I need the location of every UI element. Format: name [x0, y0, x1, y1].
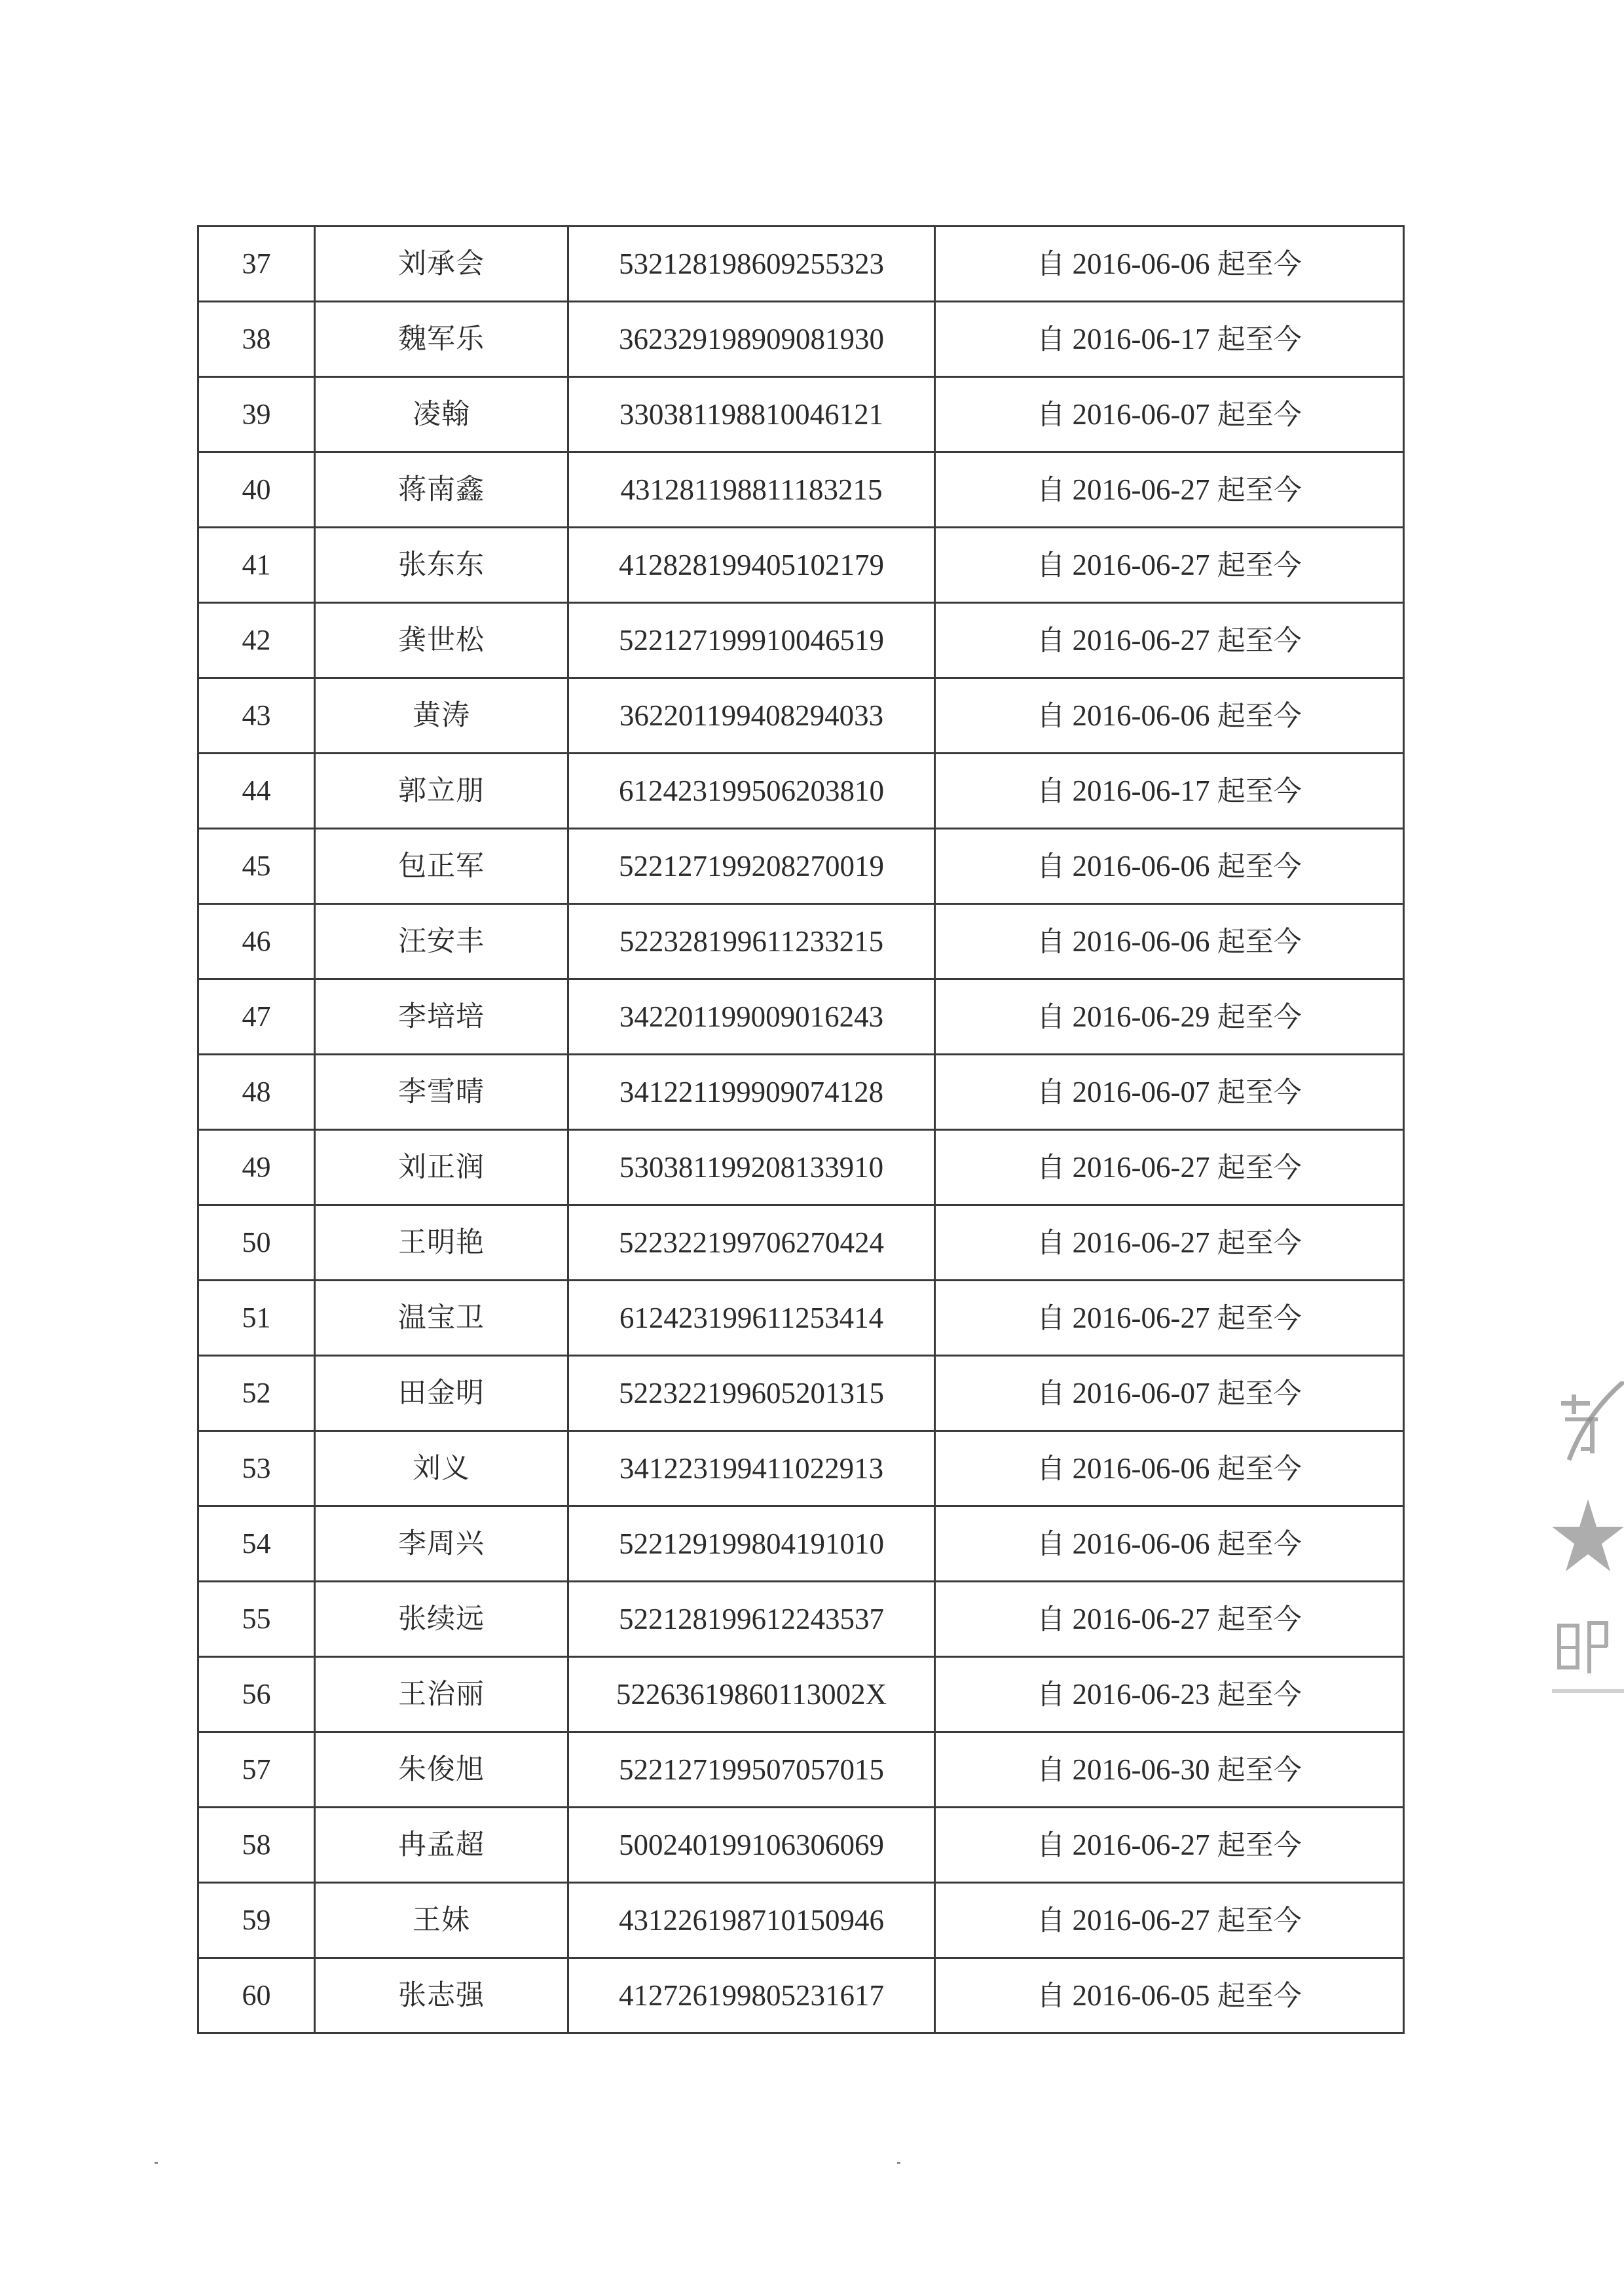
- period-prefix: 自: [1037, 1678, 1065, 1711]
- period-prefix: 自: [1037, 1753, 1065, 1787]
- id-number-cell: 412726199805231617: [568, 1958, 935, 2033]
- period-suffix: 起至今: [1217, 1603, 1302, 1636]
- period-cell: [935, 227, 1404, 302]
- period-cell: [935, 1582, 1404, 1657]
- row-number-cell: 53: [198, 1431, 315, 1506]
- period-suffix: 起至今: [1217, 699, 1302, 733]
- scan-artifact: [155, 2162, 158, 2164]
- period-cell: [935, 1883, 1404, 1958]
- period-cell: [935, 452, 1404, 528]
- period-cell: [935, 678, 1404, 754]
- period-prefix: 自: [1037, 1603, 1065, 1636]
- table-row: [198, 1205, 1404, 1281]
- row-number-cell: 52: [198, 1356, 315, 1431]
- id-number-cell: 362201199408294033: [568, 678, 935, 754]
- start-date: 2016-06-27: [1072, 1301, 1210, 1334]
- roster-table-body: [198, 227, 1404, 2033]
- name-cell: 冉孟超: [315, 1808, 568, 1883]
- period-suffix: 起至今: [1217, 1829, 1302, 1862]
- start-date: 2016-06-27: [1072, 473, 1210, 506]
- table-row: [198, 1356, 1404, 1431]
- row-number-cell: 46: [198, 904, 315, 979]
- row-number-cell: 45: [198, 829, 315, 904]
- start-date: 2016-06-27: [1072, 1903, 1210, 1937]
- scan-artifact: [897, 2162, 900, 2164]
- period-prefix: 自: [1037, 774, 1065, 808]
- row-number-cell: 54: [198, 1506, 315, 1582]
- period-cell: [935, 1055, 1404, 1130]
- id-number-cell: 522129199804191010: [568, 1506, 935, 1582]
- period-suffix: 起至今: [1217, 323, 1302, 356]
- name-cell: 刘义: [315, 1431, 568, 1506]
- period-prefix: 自: [1037, 1076, 1065, 1109]
- name-cell: 包正军: [315, 829, 568, 904]
- period-cell: [935, 603, 1404, 678]
- period-cell: [935, 979, 1404, 1055]
- period-prefix: 自: [1037, 1527, 1065, 1561]
- id-number-cell: 330381198810046121: [568, 377, 935, 452]
- name-cell: 王妹: [315, 1883, 568, 1958]
- period-prefix: 自: [1037, 925, 1065, 958]
- period-prefix: 自: [1037, 1829, 1065, 1862]
- period-prefix: 自: [1037, 247, 1065, 281]
- table-row: [198, 1732, 1404, 1808]
- id-number-cell: 612423199506203810: [568, 754, 935, 829]
- name-cell: 王治丽: [315, 1657, 568, 1732]
- table-row: [198, 377, 1404, 452]
- row-number-cell: 50: [198, 1205, 315, 1281]
- id-number-cell: 431281198811183215: [568, 452, 935, 528]
- table-row: [198, 829, 1404, 904]
- period-cell: [935, 302, 1404, 377]
- period-prefix: 自: [1037, 624, 1065, 657]
- row-number-cell: 42: [198, 603, 315, 678]
- row-number-cell: 44: [198, 754, 315, 829]
- start-date: 2016-06-06: [1072, 1451, 1210, 1485]
- name-cell: 李周兴: [315, 1506, 568, 1582]
- id-number-cell: 522128199612243537: [568, 1582, 935, 1657]
- name-cell: 凌翰: [315, 377, 568, 452]
- name-cell: 朱俊旭: [315, 1732, 568, 1808]
- name-cell: 刘承会: [315, 227, 568, 302]
- period-prefix: 自: [1037, 699, 1065, 733]
- start-date: 2016-06-06: [1072, 699, 1210, 732]
- period-prefix: 自: [1037, 1000, 1065, 1034]
- period-suffix: 起至今: [1217, 1000, 1302, 1034]
- period-prefix: 自: [1037, 1452, 1065, 1485]
- name-cell: 田金明: [315, 1356, 568, 1431]
- period-prefix: 自: [1037, 1904, 1065, 1937]
- period-suffix: 起至今: [1217, 1302, 1302, 1335]
- name-cell: 张续远: [315, 1582, 568, 1657]
- name-cell: 汪安丰: [315, 904, 568, 979]
- period-prefix: 自: [1037, 1151, 1065, 1184]
- name-cell: 蒋南鑫: [315, 452, 568, 528]
- roster-table: [197, 225, 1405, 2034]
- period-cell: [935, 1130, 1404, 1205]
- period-suffix: 起至今: [1217, 1377, 1302, 1410]
- table-row: [198, 452, 1404, 528]
- id-number-cell: 530381199208133910: [568, 1130, 935, 1205]
- table-row: [198, 979, 1404, 1055]
- period-prefix: 自: [1037, 549, 1065, 582]
- id-number-cell: 431226198710150946: [568, 1883, 935, 1958]
- name-cell: 魏军乐: [315, 302, 568, 377]
- period-cell: [935, 1506, 1404, 1582]
- table-row: [198, 1958, 1404, 2033]
- period-cell: [935, 528, 1404, 603]
- start-date: 2016-06-29: [1072, 1000, 1210, 1033]
- period-suffix: 起至今: [1217, 1753, 1302, 1787]
- start-date: 2016-06-07: [1072, 1075, 1210, 1108]
- id-number-cell: 522127199910046519: [568, 603, 935, 678]
- id-number-cell: 532128198609255323: [568, 227, 935, 302]
- name-cell: 张志强: [315, 1958, 568, 2033]
- period-prefix: 自: [1037, 323, 1065, 356]
- row-number-cell: 59: [198, 1883, 315, 1958]
- row-number-cell: 43: [198, 678, 315, 754]
- period-suffix: 起至今: [1217, 774, 1302, 808]
- row-number-cell: 40: [198, 452, 315, 528]
- start-date: 2016-06-06: [1072, 849, 1210, 883]
- table-row: [198, 1281, 1404, 1356]
- start-date: 2016-06-05: [1072, 1978, 1210, 2012]
- period-suffix: 起至今: [1217, 247, 1302, 281]
- start-date: 2016-06-06: [1072, 924, 1210, 958]
- period-cell: [935, 1808, 1404, 1883]
- name-cell: 温宝卫: [315, 1281, 568, 1356]
- start-date: 2016-06-07: [1072, 397, 1210, 431]
- row-number-cell: 48: [198, 1055, 315, 1130]
- start-date: 2016-06-07: [1072, 1376, 1210, 1410]
- row-number-cell: 60: [198, 1958, 315, 2033]
- period-prefix: 自: [1037, 850, 1065, 883]
- official-seal-stamp: [1552, 1381, 1624, 1709]
- start-date: 2016-06-27: [1072, 1150, 1210, 1184]
- period-cell: [935, 1657, 1404, 1732]
- start-date: 2016-06-17: [1072, 322, 1210, 355]
- name-cell: 刘正润: [315, 1130, 568, 1205]
- table-row: [198, 904, 1404, 979]
- period-suffix: 起至今: [1217, 1678, 1302, 1711]
- period-suffix: 起至今: [1217, 473, 1302, 507]
- start-date: 2016-06-27: [1072, 623, 1210, 657]
- id-number-cell: 342201199009016243: [568, 979, 935, 1055]
- id-number-cell: 52263619860113002X: [568, 1657, 935, 1732]
- id-number-cell: 500240199106306069: [568, 1808, 935, 1883]
- table-row: [198, 603, 1404, 678]
- table-row: [198, 302, 1404, 377]
- period-suffix: 起至今: [1217, 1979, 1302, 2013]
- id-number-cell: 341223199411022913: [568, 1431, 935, 1506]
- start-date: 2016-06-30: [1072, 1753, 1210, 1786]
- table-row: [198, 1506, 1404, 1582]
- period-cell: [935, 829, 1404, 904]
- id-number-cell: 362329198909081930: [568, 302, 935, 377]
- period-cell: [935, 1431, 1404, 1506]
- name-cell: 黄涛: [315, 678, 568, 754]
- name-cell: 李培培: [315, 979, 568, 1055]
- table-row: [198, 227, 1404, 302]
- start-date: 2016-06-27: [1072, 1828, 1210, 1861]
- id-number-cell: 522322199706270424: [568, 1205, 935, 1281]
- period-prefix: 自: [1037, 398, 1065, 431]
- row-number-cell: 37: [198, 227, 315, 302]
- row-number-cell: 38: [198, 302, 315, 377]
- id-number-cell: 522127199208270019: [568, 829, 935, 904]
- period-suffix: 起至今: [1217, 624, 1302, 657]
- id-number-cell: 522127199507057015: [568, 1732, 935, 1808]
- period-cell: [935, 1356, 1404, 1431]
- start-date: 2016-06-27: [1072, 1226, 1210, 1259]
- period-prefix: 自: [1037, 1377, 1065, 1410]
- row-number-cell: 47: [198, 979, 315, 1055]
- row-number-cell: 51: [198, 1281, 315, 1356]
- id-number-cell: 412828199405102179: [568, 528, 935, 603]
- table-row: [198, 1431, 1404, 1506]
- start-date: 2016-06-27: [1072, 548, 1210, 581]
- name-cell: 龚世松: [315, 603, 568, 678]
- period-cell: [935, 1958, 1404, 2033]
- table-row: [198, 1130, 1404, 1205]
- row-number-cell: 41: [198, 528, 315, 603]
- row-number-cell: 49: [198, 1130, 315, 1205]
- row-number-cell: 57: [198, 1732, 315, 1808]
- row-number-cell: 55: [198, 1582, 315, 1657]
- period-prefix: 自: [1037, 1979, 1065, 2013]
- table-row: [198, 1808, 1404, 1883]
- period-suffix: 起至今: [1217, 1452, 1302, 1485]
- period-cell: [935, 754, 1404, 829]
- row-number-cell: 58: [198, 1808, 315, 1883]
- period-suffix: 起至今: [1217, 1904, 1302, 1937]
- period-cell: [935, 377, 1404, 452]
- start-date: 2016-06-17: [1072, 774, 1210, 807]
- period-cell: [935, 1205, 1404, 1281]
- table-row: [198, 1657, 1404, 1732]
- period-prefix: 自: [1037, 1302, 1065, 1335]
- period-suffix: 起至今: [1217, 398, 1302, 431]
- table-row: [198, 678, 1404, 754]
- period-suffix: 起至今: [1217, 925, 1302, 958]
- table-row: [198, 1582, 1404, 1657]
- table-row: [198, 1055, 1404, 1130]
- period-prefix: 自: [1037, 1226, 1065, 1260]
- start-date: 2016-06-27: [1072, 1602, 1210, 1635]
- table-row: [198, 754, 1404, 829]
- start-date: 2016-06-06: [1072, 247, 1210, 280]
- period-cell: [935, 1281, 1404, 1356]
- period-cell: [935, 1732, 1404, 1808]
- start-date: 2016-06-23: [1072, 1677, 1210, 1711]
- period-cell: [935, 904, 1404, 979]
- name-cell: 李雪晴: [315, 1055, 568, 1130]
- period-suffix: 起至今: [1217, 1226, 1302, 1260]
- table-row: [198, 1883, 1404, 1958]
- name-cell: 郭立朋: [315, 754, 568, 829]
- period-suffix: 起至今: [1217, 850, 1302, 883]
- period-suffix: 起至今: [1217, 1076, 1302, 1109]
- row-number-cell: 39: [198, 377, 315, 452]
- period-prefix: 自: [1037, 473, 1065, 507]
- name-cell: 王明艳: [315, 1205, 568, 1281]
- period-suffix: 起至今: [1217, 1151, 1302, 1184]
- id-number-cell: 522322199605201315: [568, 1356, 935, 1431]
- table-row: [198, 528, 1404, 603]
- name-cell: 张东东: [315, 528, 568, 603]
- period-suffix: 起至今: [1217, 549, 1302, 582]
- row-number-cell: 56: [198, 1657, 315, 1732]
- id-number-cell: 522328199611233215: [568, 904, 935, 979]
- start-date: 2016-06-06: [1072, 1527, 1210, 1560]
- id-number-cell: 612423199611253414: [568, 1281, 935, 1356]
- id-number-cell: 341221199909074128: [568, 1055, 935, 1130]
- period-suffix: 起至今: [1217, 1527, 1302, 1561]
